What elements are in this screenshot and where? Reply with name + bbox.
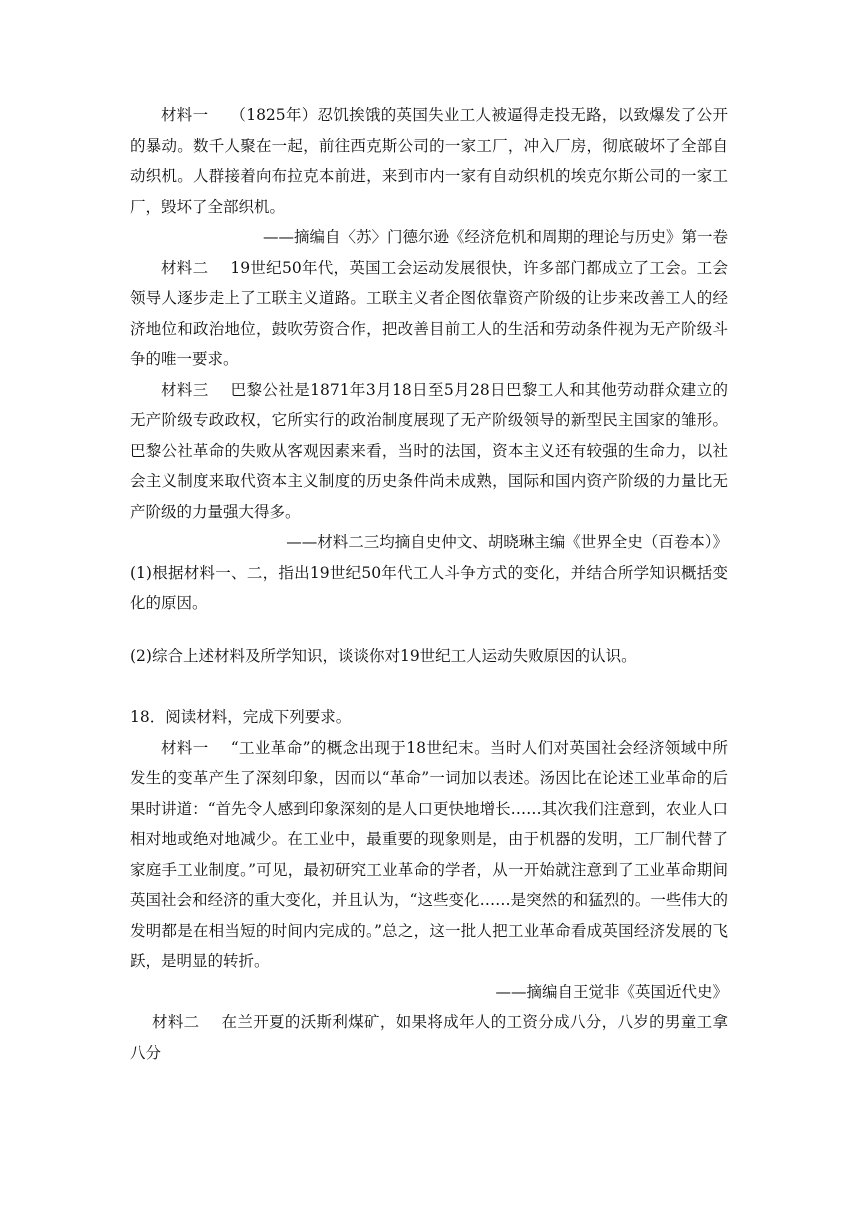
material-3-text: 巴黎公社是1871年3月18日至5月28日巴黎工人和其他劳动群众建立的无产阶级专政政权，它所实行的政治制度展现了无产阶级领导的新型民主国家的雏形。巴黎公社革命的失败从客观因素来看，当时的法国，资本主义还有较强的生命力，以社会主义制度来取代资本主义制度的历史条件尚未成熟，国际和国内资产阶级的力量比无产阶级的力量强大得多。 [130, 380, 728, 521]
q18-material-2-paragraph [130, 1007, 728, 1068]
q18-material-1-paragraph [130, 733, 728, 977]
material-1-paragraph [130, 100, 728, 222]
material-1-text: （1825年）忍饥挨饿的英国失业工人被逼得走投无路，以致爆发了公开的暴动。数千人聚在一起，前往西克斯公司的一家工厂，冲入厂房，彻底破坏了全部自动织机。人群接着向布拉克本前进，来到市内一家有自动织机的埃克尔斯公司的一家工厂，毁坏了全部织机。 [130, 106, 728, 216]
material-3-paragraph [130, 375, 728, 528]
material-1-source: ——摘编自〈苏〉门德尔逊《经济危机和周期的理论与历史》第一卷 [262, 228, 728, 246]
document-page [130, 100, 728, 1068]
material-2-label: 材料二 [161, 258, 209, 277]
q18-material-1-source: ——摘编自王觉非《英国近代史》 [495, 982, 728, 1001]
q18-material-2-label: 材料二 [152, 1013, 200, 1031]
question-2: (2)综合上述材料及所学知识，谈谈你对19世纪工人运动失败原因的认识。 [130, 646, 637, 665]
answer-space-1 [130, 619, 728, 641]
q18-material-1-text: “工业革命”的概念出现于18世纪末。当时人们对英国社会经济领域中所发生的变革产生了深刻印象，因而以“革命”一词加以表述。汤因比在论述工业革命的后果时讲道：“首先令人感到印象深刻的是人口更快地增长……其次我们注意到，农业人口相对地或绝对地减少。在工业中，最重要的现象则是，由于机器的发明，工厂制代替了家庭手工业制度。”可见，最初研究工业革命的学者，从一开始就注意到了工业革命期间英国社会和经济的重大变化，并且认为，“这些变化……是突然的和猛烈的。一些伟大的发明都是在相当短的时间内完成的。”总之，这一批人把工业革命看成英国经济发展的飞跃，是明显的转折。 [130, 738, 728, 970]
material-3-label: 材料三 [161, 380, 209, 399]
q18-material-2-text: 在兰开夏的沃斯利煤矿，如果将成年人的工资分成八分，八岁的男童工拿八分 [130, 1013, 728, 1062]
q18-heading: 18．阅读材料，完成下列要求。 [130, 708, 352, 726]
material-1-label: 材料一 [161, 106, 209, 124]
q18-material-1-label: 材料一 [161, 738, 209, 757]
material-3-source: ——材料二三均摘自史仲文、胡晓琳主编《世界全史（百卷本）》 [286, 533, 728, 551]
question-1: (1)根据材料一、二，指出19世纪50年代工人斗争方式的变化，并结合所学知识概括变化的原因。 [130, 563, 728, 612]
material-2-text: 19世纪50年代，英国工会运动发展很快，许多部门都成立了工会。工会领导人逐步走上了工联主义道路。工联主义者企图依靠资产阶级的让步来改善工人的经济地位和政治地位，鼓吹劳资合作，把改善目前工人的生活和劳动条件视为无产阶级斗争的唯一要求。 [130, 258, 728, 368]
answer-space-2 [130, 671, 728, 702]
material-2-paragraph [130, 253, 728, 375]
